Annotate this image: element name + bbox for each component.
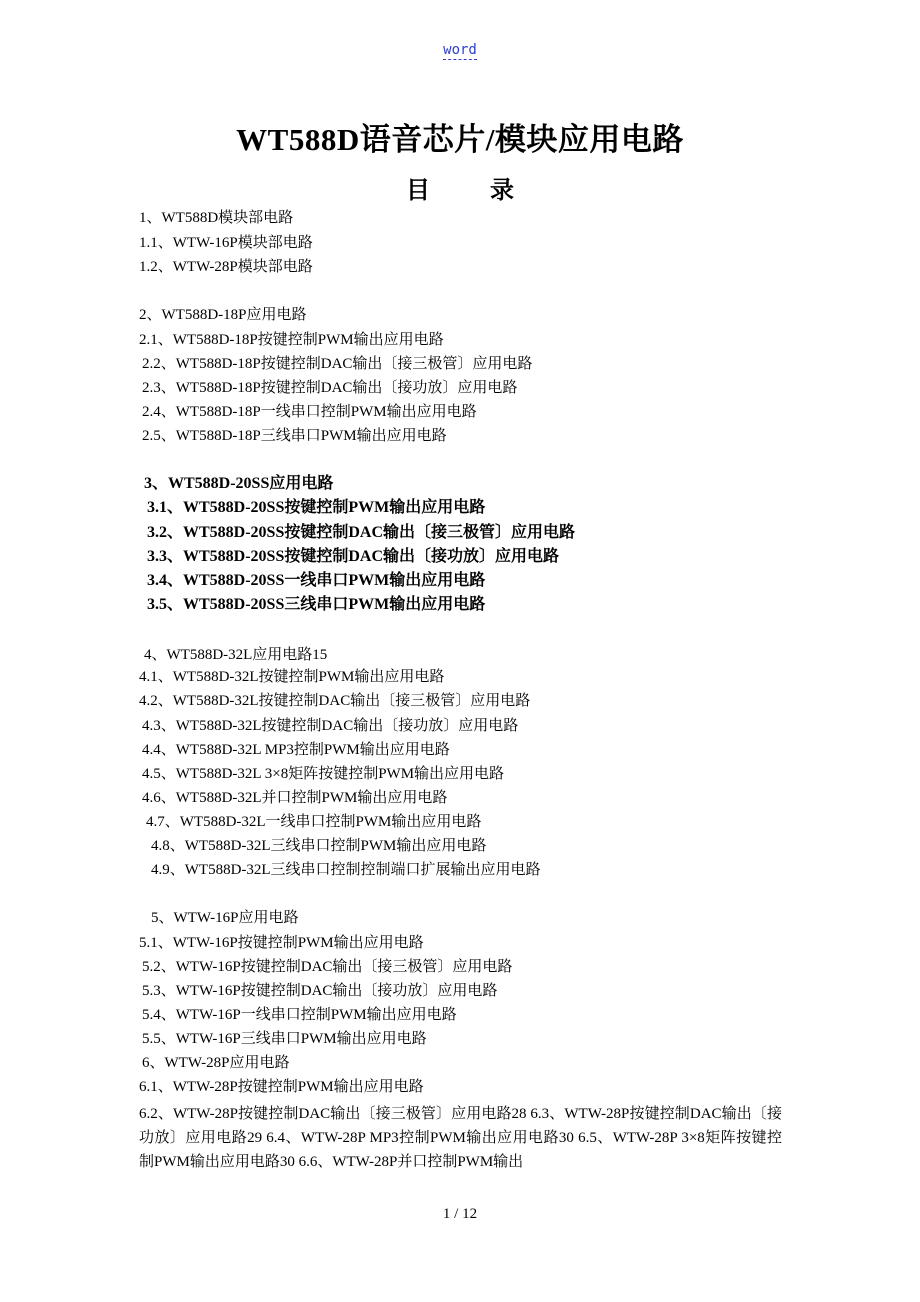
toc-item[interactable]: 2.3、WT588D-18P按键控制DAC输出〔接功放〕应用电路	[142, 380, 518, 396]
page-number: 1 / 12	[442, 1206, 478, 1222]
toc-item[interactable]: 5.2、WTW-16P按键控制DAC输出〔接三极管〕应用电路	[142, 959, 513, 975]
toc-item[interactable]: 2.1、WT588D-18P按键控制PWM输出应用电路	[139, 332, 444, 348]
toc-item[interactable]: 4.6、WT588D-32L并口控制PWM输出应用电路	[142, 790, 448, 806]
toc-item[interactable]: 5.1、WTW-16P按键控制PWM输出应用电路	[139, 935, 424, 951]
toc-run-on-paragraph: 6.2、WTW-28P按键控制DAC输出〔接三极管〕应用电路28 6.3、WTW-28P按键控制DAC输出〔接功放〕应用电路29 6.4、WTW-28P MP3控制PWM输出应用电路30 6.5、WTW-28P 3×8矩阵按键控制PWM输出应用电路30 6.6、WTW-28P并口控制PWM输出	[139, 1106, 782, 1170]
toc-item[interactable]: 3.3、WT588D-20SS按键控制DAC输出〔接功放〕应用电路	[147, 548, 560, 565]
toc-item[interactable]: 3.5、WT588D-20SS三线串口PWM输出应用电路	[147, 596, 486, 613]
toc-item[interactable]: 6.1、WTW-28P按键控制PWM输出应用电路	[139, 1079, 424, 1095]
header-link-text[interactable]: word	[443, 42, 477, 58]
toc-item[interactable]: 4.5、WT588D-32L 3×8矩阵按键控制PWM输出应用电路	[142, 766, 505, 782]
toc-item[interactable]: 2、WT588D-18P应用电路	[139, 307, 307, 323]
toc-item[interactable]: 4.4、WT588D-32L MP3控制PWM输出应用电路	[142, 742, 450, 758]
toc-item[interactable]: 3、WT588D-20SS应用电路	[144, 475, 334, 492]
toc-item[interactable]: 5.5、WTW-16P三线串口PWM输出应用电路	[142, 1031, 427, 1047]
toc-item[interactable]: 4.8、WT588D-32L三线串口控制PWM输出应用电路	[151, 838, 487, 854]
toc-item[interactable]: 4.2、WT588D-32L按键控制DAC输出〔接三极管〕应用电路	[139, 693, 531, 709]
toc-item[interactable]: 4、WT588D-32L应用电路15	[144, 647, 328, 663]
toc-item[interactable]: 3.4、WT588D-20SS一线串口PWM输出应用电路	[147, 572, 486, 589]
toc-item[interactable]: 3.1、WT588D-20SS按键控制PWM输出应用电路	[147, 499, 486, 516]
header-word-link[interactable]	[0, 42, 920, 58]
document-title: WT588D语音芯片/模块应用电路	[236, 122, 684, 157]
toc-item[interactable]: 2.4、WT588D-18P一线串口控制PWM输出应用电路	[142, 404, 477, 420]
toc-item[interactable]: 2.5、WT588D-18P三线串口PWM输出应用电路	[142, 428, 447, 444]
toc-item[interactable]: 1、WT588D模块部电路	[139, 210, 294, 226]
toc-item[interactable]: 6、WTW-28P应用电路	[142, 1055, 290, 1071]
toc-item[interactable]: 3.2、WT588D-20SS按键控制DAC输出〔接三极管〕应用电路	[147, 524, 576, 541]
toc-item[interactable]: 1.2、WTW-28P模块部电路	[139, 259, 313, 275]
toc-item[interactable]: 4.3、WT588D-32L按键控制DAC输出〔接功放〕应用电路	[142, 718, 519, 734]
toc-item[interactable]: 5、WTW-16P应用电路	[151, 910, 299, 926]
toc-item[interactable]: 1.1、WTW-16P模块部电路	[139, 235, 313, 251]
toc-item[interactable]: 5.3、WTW-16P按键控制DAC输出〔接功放〕应用电路	[142, 983, 498, 999]
toc-item[interactable]: 4.1、WT588D-32L按键控制PWM输出应用电路	[139, 669, 445, 685]
toc-heading: 目 录	[406, 178, 514, 204]
toc-item[interactable]: 4.7、WT588D-32L一线串口控制PWM输出应用电路	[146, 814, 482, 830]
toc-item[interactable]: 4.9、WT588D-32L三线串口控制控制端口扩展输出应用电路	[151, 862, 541, 878]
toc-item[interactable]: 2.2、WT588D-18P按键控制DAC输出〔接三极管〕应用电路	[142, 356, 533, 372]
toc-item[interactable]: 5.4、WTW-16P一线串口控制PWM输出应用电路	[142, 1007, 457, 1023]
